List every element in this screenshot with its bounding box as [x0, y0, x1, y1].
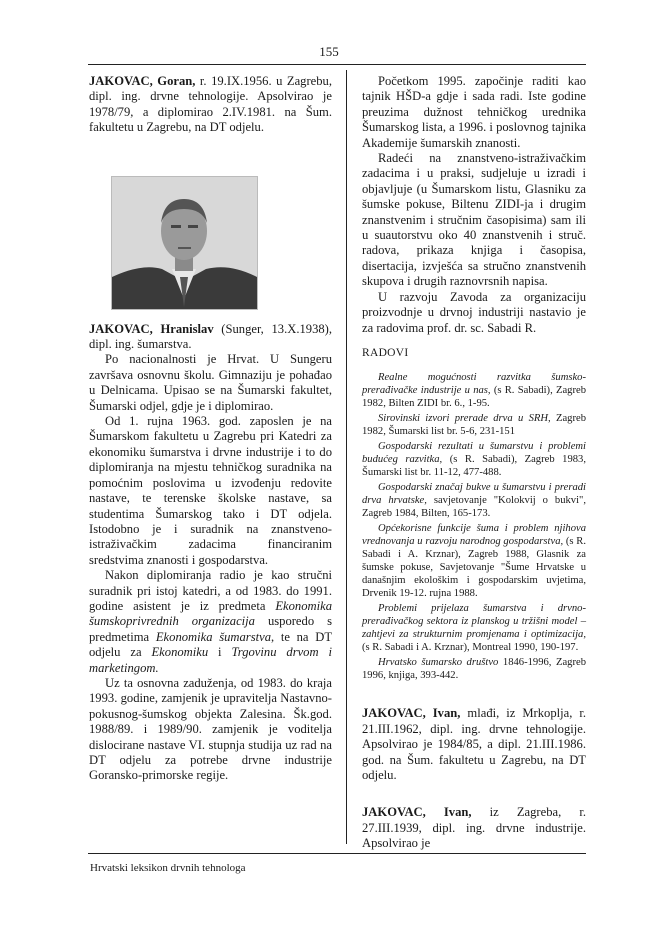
entry-goran	[89, 74, 332, 136]
text-run: , te na DT odjelu za	[89, 629, 333, 660]
reference-detail: 1846-1996, Zagreb 1996, knjiga, 393-442.	[362, 657, 586, 682]
subject-title: Ekonomika šumarstva	[155, 629, 271, 644]
right-column	[362, 74, 586, 852]
entry-name: JAKOVAC, Ivan,	[362, 706, 461, 721]
entry-text: mlađi, iz Mrkoplja, r. 21.III.1962, dipl. ing. drvne tehnologije. Apsolvirao je 1984/85, a dipl. 21.III.1986. god. na Šum. fakultetu u Zagrebu, na DT odjelu.	[362, 706, 586, 782]
entry-name: JAKOVAC, Hranislav	[89, 321, 214, 336]
portrait-image	[112, 177, 257, 309]
paragraph: Početkom 1995. započinje raditi kao tajnik HŠD-a gdje i sada radi. Iste godine preuzima dužnost tehničkog urednika Šumarskog lista, a 1996. i poslovnog tajnika Akademije šumarskih znanosti.	[362, 74, 586, 150]
reference-detail: (s R. Sabadi), Zagreb 1983, Šumarski list br. 11-12, 477-488.	[362, 454, 586, 479]
reference-title: Sirovinski izvori prerade drva u SRH,	[378, 413, 551, 425]
reference-title: Gospodarski značaj bukve u šumarstvu i preradi drva hrvatske,	[362, 482, 586, 507]
entry-text: (Sunger, 13.X.1938), dipl. ing. šumarstva.	[89, 321, 332, 352]
reference-detail: (s R. Sabadi i A. Krznar), Zagreb 1988, Glasnik za šumske pokuse, Savjetovanje "Šume Hrvatske u današnjim ekološkim i gospodarskim uvjetima, Drvenik 19-12. rujna 1988.	[362, 536, 587, 600]
page-number: 155	[319, 44, 339, 59]
entry-name: JAKOVAC, Goran,	[89, 74, 196, 88]
section-heading-radovi: RADOVI	[362, 346, 409, 359]
entry-ivan-mladi	[362, 706, 586, 783]
text-run: i	[208, 645, 232, 660]
reference-detail: (s R. Sabadi i A. Krznar), Montreal 1990, 190-197.	[362, 642, 579, 654]
paragraph	[89, 568, 332, 676]
subject-title: Ekonomika šumskoprivrednih organizacija	[89, 598, 332, 629]
bottom-rule	[88, 853, 586, 854]
text-run: Nakon diplomiranja radio je kao stručni suradnik pri istoj katedri, a od 1983. do 1991. godine asistent je iz predmeta	[89, 568, 332, 613]
reference-list	[362, 371, 586, 682]
reference-detail: (s R. Sabadi), Zagreb 1982, Bilten ZIDI br. 6., 1-95.	[362, 385, 586, 410]
subject-title: Ekonomiku	[151, 645, 209, 660]
reference-item	[362, 522, 586, 600]
subject-title: Trgovinu drvom i marketingom.	[89, 645, 332, 675]
paragraph: Radeći na znanstveno-istraživačkim zadacima i u praksi, sudjeluje u izradi i objavljuje (u Šumarskom listu, Glasniku za šumske pokuse, Biltenu ZIDI-ja i drugim znanstvenim i stručnim časopisima) sam ili u suautorstvu oko 40 znanstvenih i struč. radova, prikaza knjiga i časopisa, disertacija, izvješća sa stručno znanstvenih skupova i drugih raznovrsnih napisa.	[362, 151, 586, 289]
reference-item	[362, 602, 586, 654]
top-rule	[88, 64, 586, 65]
entry-ivan-zagreb	[362, 805, 586, 851]
portrait-photo	[111, 176, 258, 310]
reference-title: Realne mogućnosti razvitka šumsko-prerađivačke industrije u nas,	[362, 372, 586, 397]
reference-item	[362, 412, 586, 438]
reference-detail: savjetovanje "Kolokvij o bukvi", Zagreb 1984, Bilten, 165-173.	[362, 495, 587, 520]
reference-title: Općekorisne funkcije šuma i problem njihova vrednovanja u razvoju narodnog gospodarstva,	[362, 523, 586, 548]
reference-title: Hrvatsko šumarsko društvo	[378, 657, 499, 669]
column-divider	[346, 70, 347, 844]
entry-name: JAKOVAC, Ivan,	[362, 805, 472, 820]
reference-item	[362, 371, 586, 410]
reference-item	[362, 656, 586, 682]
entry-text: iz Zagreba, r. 27.III.1939, dipl. ing. drvne industrije. Apsolvirao je	[362, 805, 586, 851]
paragraph: Od 1. rujna 1963. god. zaposlen je na Šumarskom fakultetu u Zagrebu pri Katedri za ekonomiku šumarstva i drvne industrije i to do diplomiranja na mjestu tehničkog suradnika na pomoćnim poslovima u izvođenju redovite nastave, te terenske školske nastave, sa studentima Šumarskog tako i DT odjela. Istodobno je i suradnik na znanstveno-istraživačkim zadacima financiranim sredstvima znanosti i gospodarstva.	[89, 414, 332, 567]
paragraph: U razvoju Zavoda za organizaciju proizvodnje u drvnoj industriji nastavio je za radovima prof. dr. sc. Sabadi R.	[362, 289, 586, 335]
entry-text: r. 19.IX.1956. u Zagrebu, dipl. ing. drvne tehnologije. Apsolvirao je 1978/79, a diplomirao 2.IV.1981. na Šum. fakultetu u Zagrebu, na DT odjelu.	[89, 74, 332, 135]
reference-item	[362, 481, 586, 520]
reference-item	[362, 440, 586, 479]
text-run: usporedo s predmetima	[89, 614, 332, 644]
paragraph: Po nacionalnosti je Hrvat. U Sungeru završava osnovnu školu. Gimnaziju je pohađao u Delnicama. Upisao se na Šumarski fakultet, Šumarski odjel, gdje je i diplomirao.	[89, 352, 332, 413]
reference-title: Gospodarski rezultati u šumarstvu i problemi budućeg razvitka,	[362, 441, 586, 466]
entry-hranislav	[89, 322, 332, 353]
footer-title: Hrvatski leksikon drvnih tehnologa	[90, 862, 246, 874]
left-column	[89, 74, 332, 784]
reference-detail: Zagreb 1982, Šumarski list br. 5-6, 231-151	[362, 413, 586, 438]
paragraph: Uz ta osnovna zaduženja, od 1983. do kraja 1993. godine, zamjenik je upravitelja Nastavno-pokusnog-šumskog objekta Zalesina. Šk.god. 1988/89. i 1989/90. zamjenik je voditelja dislocirane nastave VI. stupnja studija uz rad na DT odjelu za potrebe drvne industrije Goransko-primorske regije.	[89, 675, 332, 783]
reference-title: Problemi prijelaza šumarstva i drvno-prerađivačkog sektora iz planskog u tržišni model – zahtjevi za strukturnim promjenama i optimizacija,	[362, 603, 586, 641]
